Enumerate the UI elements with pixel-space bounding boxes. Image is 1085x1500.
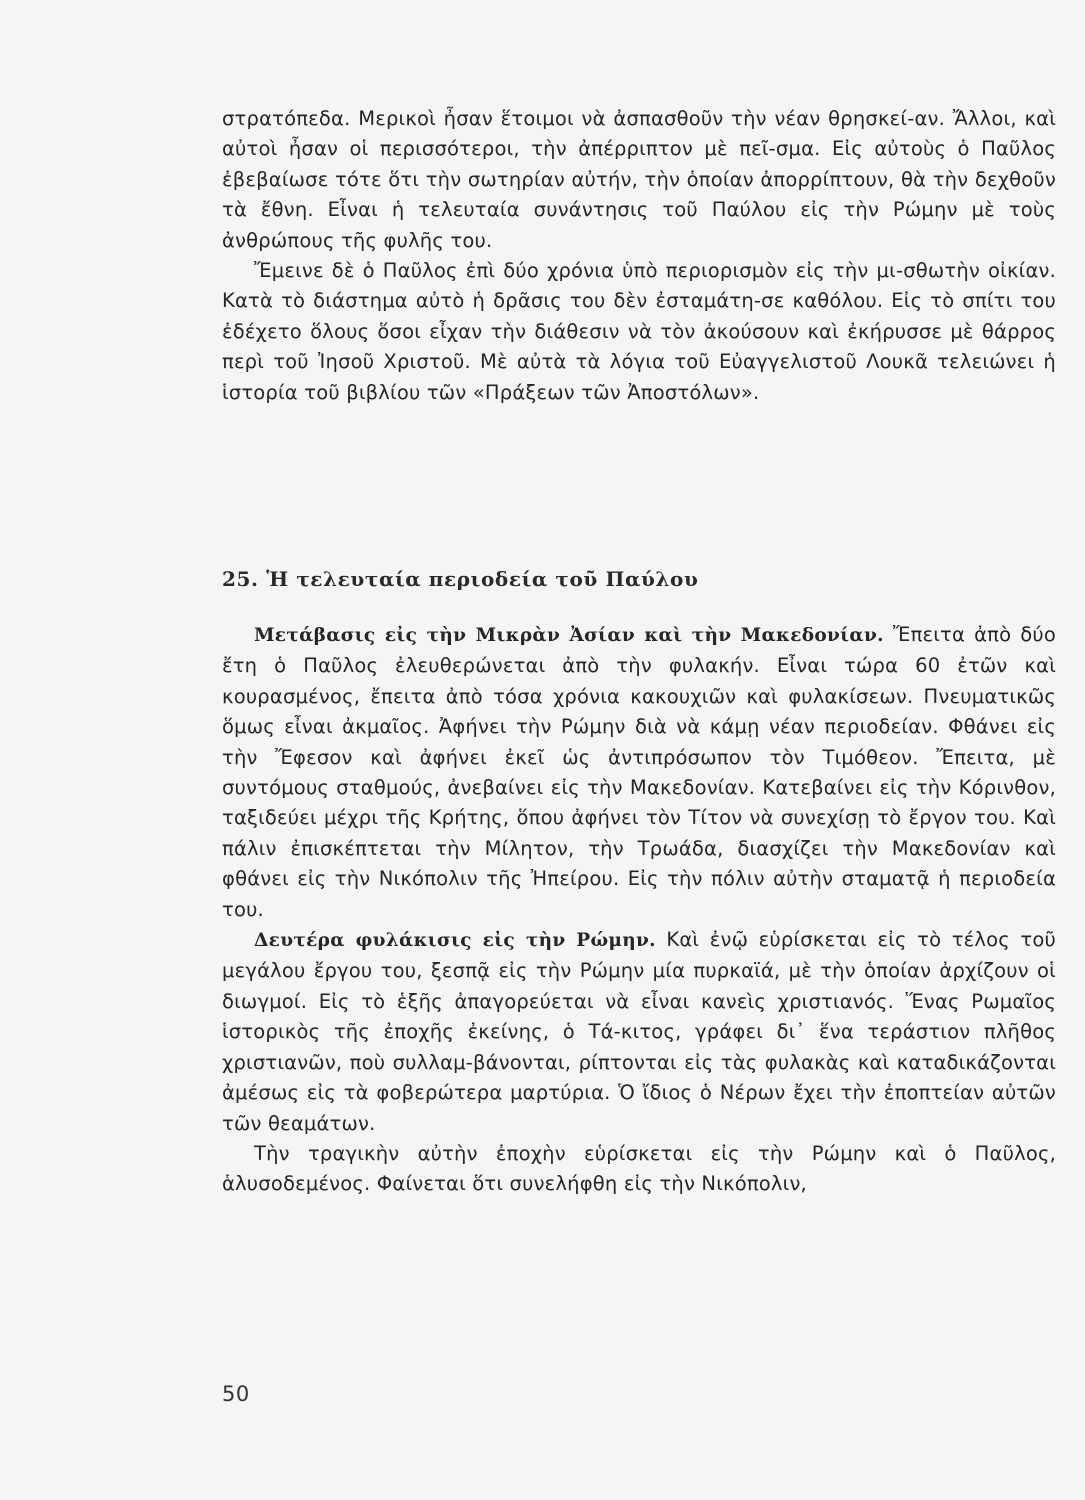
paragraph-text: Καὶ ἐνῷ εὑρίσκεται εἰς τὸ τέλος τοῦ μεγάλου ἔργου του, ξεσπᾷ εἰς τὴν Ρώμην μία πυρκαϊά, μὲ τὴν ὁποίαν ἀρχίζουν οἱ διωγμοί. Εἰς τὸ ἑξῆς ἀπαγορεύεται νὰ εἶναι κανεὶς χριστιανός. Ἕνας Ρωμαῖος ἱστορικὸς τῆς ἐποχῆς ἐκείνης, ὁ Τά-κιτος, γράφει δι᾽ ἕνα τεράστιον πλῆθος χριστιανῶν, ποὺ συλλαμ-βάνονται, ρίπτονται εἰς τὰς φυλακὰς καὶ καταδικάζονται ἀμέσως εἰς τὰ φοβερώτερα μαρτύρια. Ὁ ἴδιος ὁ Νέρων ἔχει τὴν ἐποπτείαν αὐτῶν τῶν θεαμάτων. xyxy=(222,928,1056,1135)
section-number: 25. xyxy=(222,567,259,591)
page-number: 50 xyxy=(222,1382,250,1406)
paragraph xyxy=(222,925,1056,1139)
paragraph xyxy=(222,620,1056,925)
text-block-bottom xyxy=(222,620,1056,1200)
section-heading xyxy=(222,564,1056,594)
paragraph: Ἔμεινε δὲ ὁ Παῦλος ἐπὶ δύο χρόνια ὑπὸ περιορισμὸν εἰς τὴν μι-σθωτὴν οἰκίαν. Κατὰ τὸ διάστημα αὐτὸ ἡ δρᾶσις του δὲν ἐσταμάτη-σε καθόλου. Εἰς τὸ σπίτι του ἐδέχετο ὅλους ὅσοι εἶχαν τὴν διάθεσιν νὰ τὸν ἀκούσουν καὶ ἐκήρυσσε μὲ θάρρος περὶ τοῦ Ἰησοῦ Χριστοῦ. Μὲ αὐτὰ τὰ λόγια τοῦ Εὐαγγελιστοῦ Λουκᾶ τελειώνει ἡ ἱστορία τοῦ βιβλίου τῶν «Πράξεων τῶν Ἀποστόλων». xyxy=(222,259,1056,404)
paragraph: στρατόπεδα. Μερικοὶ ἦσαν ἕτοιμοι νὰ ἀσπασθοῦν τὴν νέαν θρησκεί-αν. Ἄλλοι, καὶ αὐτοὶ ἦσαν οἱ περισσότεροι, τὴν ἀπέρριπτον μὲ πεῖ-σμα. Εἰς αὐτοὺς ὁ Παῦλος ἐβεβαίωσε τότε ὅτι τὴν σωτηρίαν αὐτήν, τὴν ὁποίαν ἀπορρίπτουν, θὰ τὴν δεχθοῦν τὰ ἔθνη. Εἶναι ἡ τελευταία συνάντησις τοῦ Παύλου εἰς τὴν Ρώμην μὲ τοὺς ἀνθρώπους τῆς φυλῆς του. xyxy=(222,107,1056,252)
inline-subheading: Μετάβασις εἰς τὴν Μικρὰν Ἀσίαν καὶ τὴν Μακεδονίαν. xyxy=(254,625,884,646)
section-title: Ἡ τελευταία περιοδεία τοῦ Παύλου xyxy=(266,567,699,591)
text-block-top xyxy=(222,104,1056,408)
paragraph-text: Ἔπειτα ἀπὸ δύο ἔτη ὁ Παῦλος ἐλευθερώνεται ἀπὸ τὴν φυλακήν. Εἶναι τώρα 60 ἐτῶν καὶ κουρασμένος, ἔπειτα ἀπὸ τόσα χρόνια κακουχιῶν καὶ φυλακίσεων. Πνευματικῶς ὅμως εἶναι ἀκμαῖος. Ἀφήνει τὴν Ρώμην διὰ νὰ κάμῃ νέαν περιοδείαν. Φθάνει εἰς τὴν Ἔφεσον καὶ ἀφήνει ἐκεῖ ὡς ἀντιπρόσωπον τὸν Τιμόθεον. Ἔπειτα, μὲ συντόμους σταθμούς, ἀνεβαίνει εἰς τὴν Μακεδονίαν. Κατεβαίνει εἰς τὴν Κόρινθον, ταξιδεύει μέχρι τῆς Κρήτης, ὅπου ἀφήνει τὸν Τίτον νὰ συνεχίσῃ τὸ ἔργον του. Καὶ πάλιν ἐπισκέπτεται τὴν Μίλητον, τὴν Τρωάδα, διασχίζει τὴν Μακεδονίαν καὶ φθάνει εἰς τὴν Νικόπολιν τῆς Ἠπείρου. Εἰς τὴν πόλιν αὐτὴν σταματᾷ ἡ περιοδεία του. xyxy=(222,623,1056,921)
inline-subheading: Δευτέρα φυλάκισις εἰς τὴν Ρώμην. xyxy=(254,930,656,952)
paragraph xyxy=(222,1139,1056,1200)
paragraph-text: Τὴν τραγικὴν αὐτὴν ἐποχὴν εὑρίσκεται εἰς τὴν Ρώμην καὶ ὁ Παῦλος, ἁλυσοδεμένος. Φαίνεται ὅτι συνελήφθη εἰς τὴν Νικόπολιν, xyxy=(222,1141,1056,1196)
